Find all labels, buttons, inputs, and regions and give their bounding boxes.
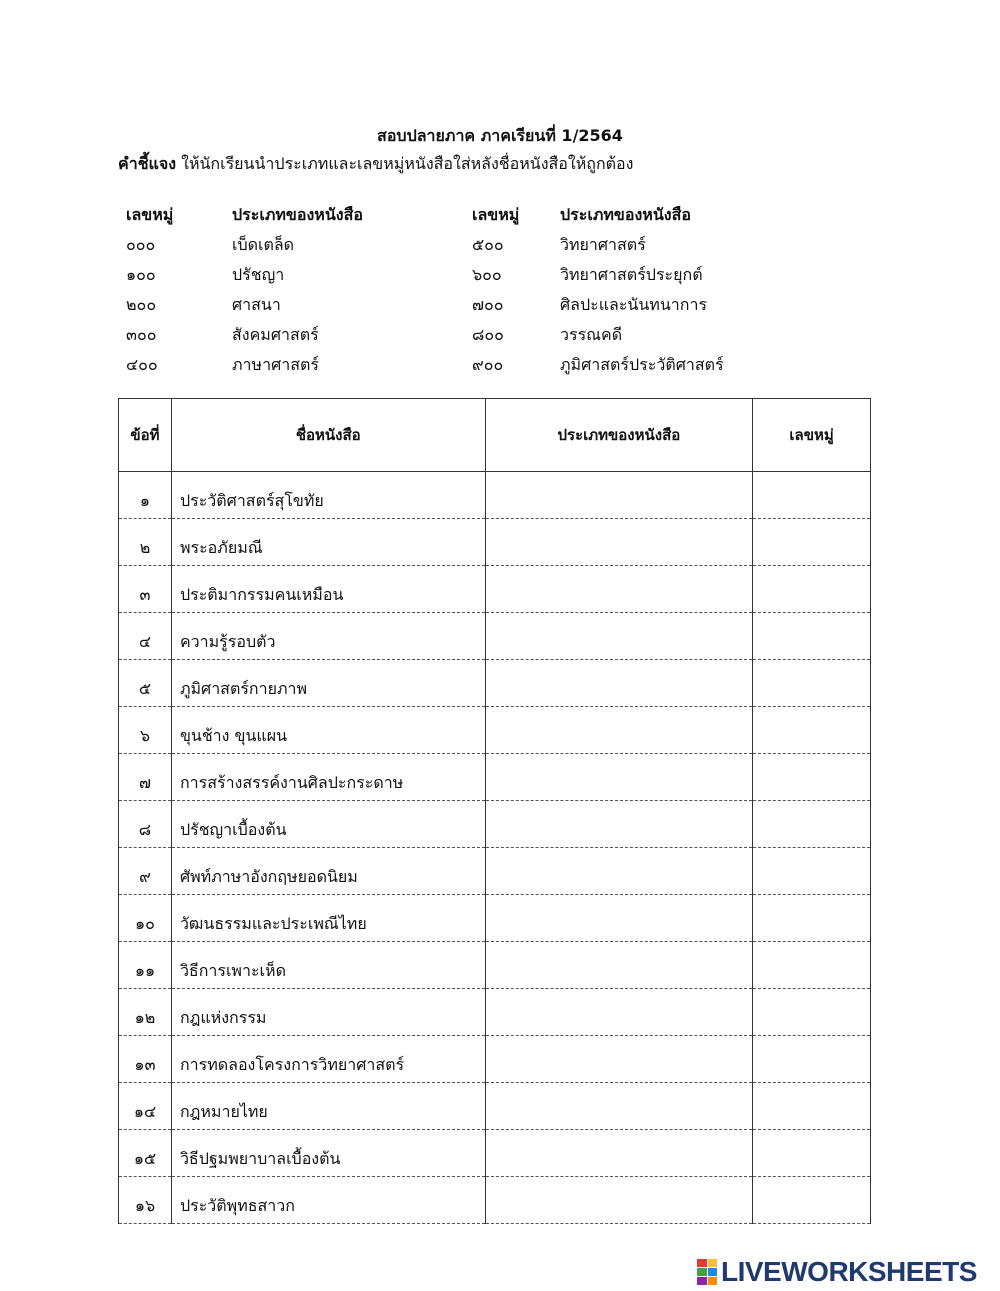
logo-mark-block (708, 1259, 718, 1267)
book-name: ปรัชญาเบื้องต้น (171, 801, 485, 848)
legend-number-2: ๗๐๐ (472, 295, 504, 314)
row-number: ๑๔ (119, 1083, 172, 1130)
legend-number: ๑๐๐ (126, 265, 156, 284)
call-number-answer-cell[interactable] (753, 519, 871, 566)
book-type-answer-cell[interactable] (485, 519, 753, 566)
table-row (119, 613, 871, 660)
row-number: ๗ (119, 754, 172, 801)
row-number: ๑๕ (119, 1130, 172, 1177)
book-name: ภูมิศาสตร์กายภาพ (171, 660, 485, 707)
table-row (119, 989, 871, 1036)
call-number-answer-cell[interactable] (753, 1083, 871, 1130)
table-row (119, 660, 871, 707)
table-row (119, 1036, 871, 1083)
book-type-answer-cell[interactable] (485, 566, 753, 613)
call-number-answer-cell[interactable] (753, 707, 871, 754)
book-name: ขุนช้าง ขุนแผน (171, 707, 485, 754)
book-name: พระอภัยมณี (171, 519, 485, 566)
row-number: ๑๐ (119, 895, 172, 942)
logo-mark-block (697, 1259, 707, 1267)
call-number-answer-cell[interactable] (753, 801, 871, 848)
legend-header-type-2: ประเภทของหนังสือ (560, 205, 691, 224)
call-number-answer-cell[interactable] (753, 1036, 871, 1083)
legend-type-2: ภูมิศาสตร์ประวัติศาสตร์ (560, 355, 724, 374)
legend-type-2: วิทยาศาสตร์ประยุกต์ (560, 265, 703, 284)
col-header-number: ข้อที่ (119, 399, 172, 472)
book-type-answer-cell[interactable] (485, 707, 753, 754)
book-name: ความรู้รอบตัว (171, 613, 485, 660)
col-header-book-type: ประเภทของหนังสือ (485, 399, 753, 472)
legend-number-2: ๙๐๐ (472, 355, 504, 374)
row-number: ๑๓ (119, 1036, 172, 1083)
exam-title: สอบปลายภาค ภาคเรียนที่ 1/2564 (377, 126, 623, 145)
book-name: วิธีการเพาะเห็ด (171, 942, 485, 989)
legend-type: ภาษาศาสตร์ (232, 355, 319, 374)
call-number-answer-cell[interactable] (753, 472, 871, 519)
call-number-answer-cell[interactable] (753, 613, 871, 660)
legend-number-2: ๖๐๐ (472, 265, 502, 284)
row-number: ๒ (119, 519, 172, 566)
row-number: ๑๖ (119, 1177, 172, 1224)
call-number-answer-cell[interactable] (753, 566, 871, 613)
book-name: การทดลองโครงการวิทยาศาสตร์ (171, 1036, 485, 1083)
col-header-book-name: ชื่อหนังสือ (171, 399, 485, 472)
book-name: วัฒนธรรมและประเพณีไทย (171, 895, 485, 942)
legend-row (0, 233, 1000, 263)
book-type-answer-cell[interactable] (485, 754, 753, 801)
table-row (119, 472, 871, 519)
legend-row (0, 263, 1000, 293)
legend-number-2: ๘๐๐ (472, 325, 504, 344)
book-name: ประวัติศาสตร์สุโขทัย (171, 472, 485, 519)
legend-row (0, 293, 1000, 323)
call-number-answer-cell[interactable] (753, 895, 871, 942)
legend-type-2: วรรณคดี (560, 325, 623, 344)
legend-header-number-2: เลขหมู่ (472, 205, 520, 224)
table-row (119, 519, 871, 566)
liveworksheets-logo (697, 1256, 977, 1288)
legend-type: สังคมศาสตร์ (232, 325, 319, 344)
row-number: ๖ (119, 707, 172, 754)
col-header-call-number: เลขหมู่ (753, 399, 871, 472)
table-row (119, 1177, 871, 1224)
table-row (119, 1130, 871, 1177)
table-row (119, 1083, 871, 1130)
legend-number: ๐๐๐ (126, 235, 156, 254)
table-row (119, 707, 871, 754)
category-legend-header (0, 203, 1000, 233)
legend-number: ๓๐๐ (126, 325, 157, 344)
book-type-answer-cell[interactable] (485, 1083, 753, 1130)
table-row (119, 848, 871, 895)
book-name: กฎหมายไทย (171, 1083, 485, 1130)
call-number-answer-cell[interactable] (753, 1130, 871, 1177)
logo-mark-block (697, 1268, 707, 1276)
book-name: กฎแห่งกรรม (171, 989, 485, 1036)
legend-number: ๔๐๐ (126, 355, 158, 374)
table-row (119, 895, 871, 942)
book-type-answer-cell[interactable] (485, 613, 753, 660)
row-number: ๑๒ (119, 989, 172, 1036)
book-type-answer-cell[interactable] (485, 472, 753, 519)
table-row (119, 942, 871, 989)
legend-type: เบ็ดเตล็ด (232, 235, 295, 254)
book-name: วิธีปฐมพยาบาลเบื้องต้น (171, 1130, 485, 1177)
row-number: ๕ (119, 660, 172, 707)
logo-mark-block (708, 1268, 718, 1276)
row-number: ๓ (119, 566, 172, 613)
book-name: ประวัติพุทธสาวก (171, 1177, 485, 1224)
call-number-answer-cell[interactable] (753, 1177, 871, 1224)
answer-table (118, 398, 871, 1224)
book-type-answer-cell[interactable] (485, 1036, 753, 1083)
row-number: ๑ (119, 472, 172, 519)
call-number-answer-cell[interactable] (753, 989, 871, 1036)
book-name: ศัพท์ภาษาอังกฤษยอดนิยม (171, 848, 485, 895)
row-number: ๔ (119, 613, 172, 660)
call-number-answer-cell[interactable] (753, 754, 871, 801)
book-type-answer-cell[interactable] (485, 942, 753, 989)
legend-type: ศาสนา (232, 295, 281, 314)
table-row (119, 566, 871, 613)
logo-mark-block (697, 1277, 707, 1285)
book-type-answer-cell[interactable] (485, 801, 753, 848)
book-type-answer-cell[interactable] (485, 848, 753, 895)
table-header-row (119, 399, 871, 472)
legend-number-2: ๕๐๐ (472, 235, 504, 254)
legend-type-2: ศิลปะและนันทนาการ (560, 295, 708, 314)
row-number: ๘ (119, 801, 172, 848)
row-number: ๙ (119, 848, 172, 895)
book-type-answer-cell[interactable] (485, 660, 753, 707)
book-type-answer-cell[interactable] (485, 1130, 753, 1177)
instruction-label: คำชี้แจง (118, 154, 177, 173)
legend-type-2: วิทยาศาสตร์ (560, 235, 646, 254)
call-number-answer-cell[interactable] (753, 660, 871, 707)
legend-number: ๒๐๐ (126, 295, 157, 314)
legend-type: ปรัชญา (232, 265, 285, 284)
book-type-answer-cell[interactable] (485, 895, 753, 942)
legend-header-type: ประเภทของหนังสือ (232, 205, 363, 224)
table-row (119, 754, 871, 801)
instruction-text: ให้นักเรียนนำประเภทและเลขหมู่หนังสือใส่หลังชื่อหนังสือให้ถูกต้อง (176, 154, 634, 173)
book-name: การสร้างสรรค์งานศิลปะกระดาษ (171, 754, 485, 801)
legend-header-number: เลขหมู่ (126, 205, 174, 224)
logo-text: LIVEWORKSHEETS (721, 1256, 977, 1287)
logo-mark-icon (697, 1259, 717, 1285)
table-row (119, 801, 871, 848)
legend-row (0, 353, 1000, 383)
logo-mark-block (708, 1277, 718, 1285)
book-name: ประติมากรรมคนเหมือน (171, 566, 485, 613)
row-number: ๑๑ (119, 942, 172, 989)
instruction (118, 152, 633, 177)
legend-row (0, 323, 1000, 353)
book-type-answer-cell[interactable] (485, 989, 753, 1036)
call-number-answer-cell[interactable] (753, 848, 871, 895)
book-type-answer-cell[interactable] (485, 1177, 753, 1224)
call-number-answer-cell[interactable] (753, 942, 871, 989)
